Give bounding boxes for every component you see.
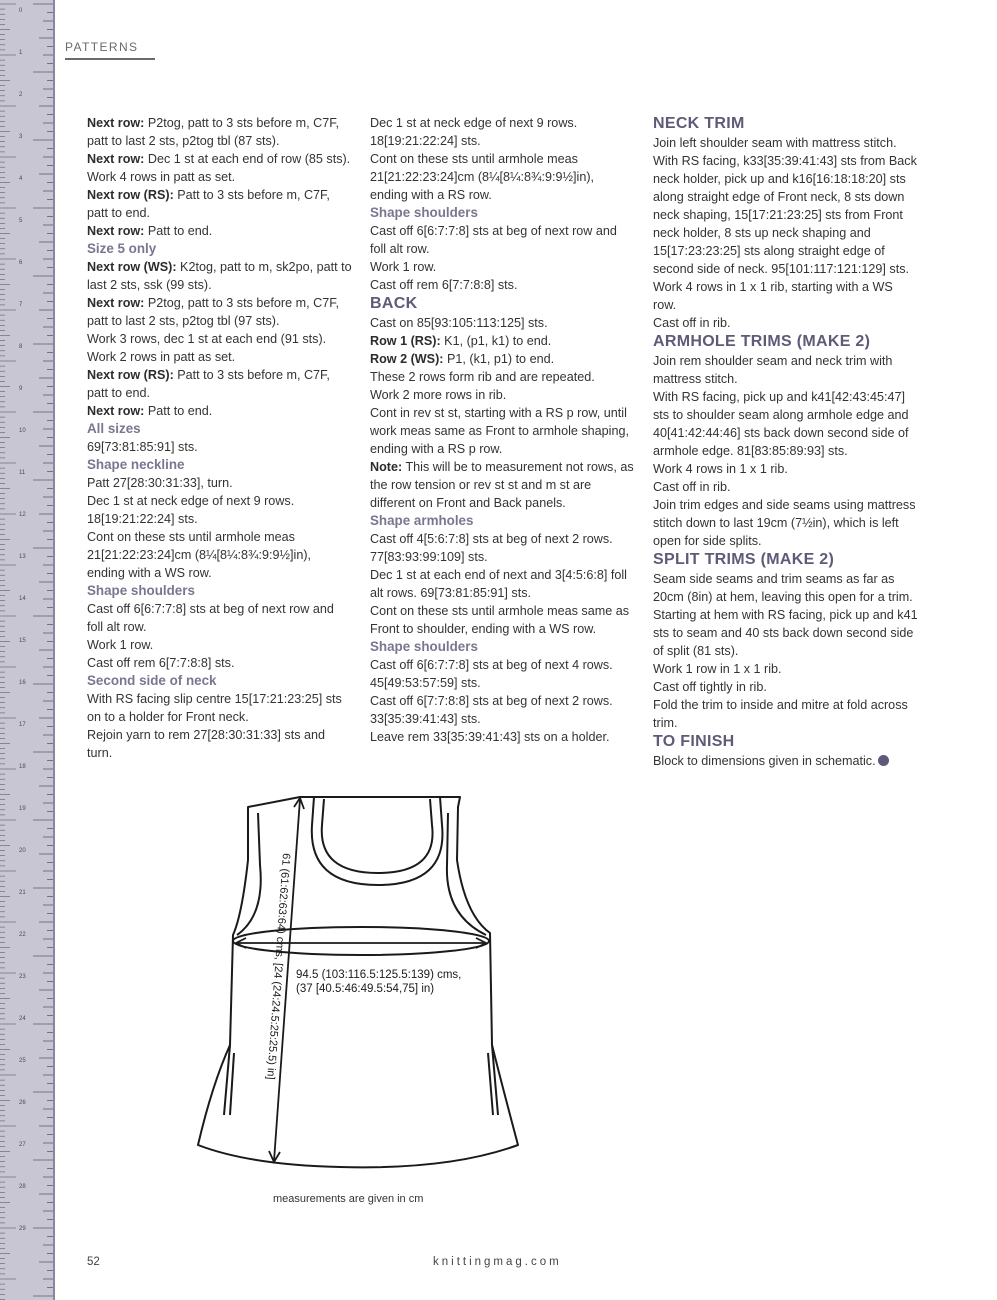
instruction-line [370, 332, 635, 350]
instruction-text: Dec 1 st at each end of next and 3[4:5:6:8] foll alt rows. 69[73:81:85:91] sts. [370, 568, 627, 600]
instruction-text: P1, (k1, p1) to end. [443, 352, 555, 366]
instruction-line [653, 678, 918, 696]
ruler-label: 18 [19, 764, 26, 770]
row-label: Row 2 (WS): [370, 352, 444, 366]
subheading: Shape armholes [370, 513, 474, 528]
instruction-line [87, 258, 352, 294]
instruction-line [87, 186, 352, 222]
subheading: Shape neckline [87, 457, 185, 472]
ruler-scale [0, 0, 53, 1300]
instruction-text: Work 1 row in 1 x 1 rib. [653, 662, 782, 676]
instruction-line [370, 314, 635, 332]
ruler-label: 9 [19, 386, 23, 392]
instruction-text: Block to dimensions given in schematic. [653, 754, 876, 768]
ruler-label: 21 [19, 890, 26, 896]
ruler-label: 26 [19, 1100, 26, 1106]
section-heading: ARMHOLE TRIMS (MAKE 2) [653, 333, 871, 350]
ruler-label: 4 [19, 176, 23, 182]
instruction-line [87, 474, 352, 492]
ruler-label: 16 [19, 680, 26, 686]
row-label: Next row: [87, 296, 145, 310]
instruction-line [370, 566, 635, 602]
instruction-line [653, 606, 918, 660]
ruler-label: 28 [19, 1184, 26, 1190]
instruction-line [653, 134, 918, 152]
garment-schematic [190, 785, 530, 1185]
instruction-text: Patt to end. [144, 224, 213, 238]
instruction-line [87, 150, 352, 168]
instruction-text: Cast off 6[6:7:7:8] sts at beg of next row and foll alt row. [87, 602, 334, 634]
instruction-text: Cast off in rib. [653, 316, 731, 330]
ruler-label: 29 [19, 1226, 26, 1232]
instruction-text: Cast off 6[7:7:8:8] sts at beg of next 2 rows. 33[35:39:41:43] sts. [370, 694, 613, 726]
ruler-label: 8 [19, 344, 23, 350]
instruction-text: Cast off tightly in rib. [653, 680, 767, 694]
instruction-text: Work 1 row. [87, 638, 154, 652]
instruction-text: Dec 1 st at each end of row (85 sts). [144, 152, 351, 166]
ruler-label: 14 [19, 596, 26, 602]
instruction-line [87, 492, 352, 528]
instruction-text: Rejoin yarn to rem 27[28:30:31:33] sts and turn. [87, 728, 326, 760]
instruction-text: Work 2 rows in patt as set. [87, 350, 236, 364]
column-2 [370, 114, 635, 746]
instruction-text: Patt to 3 sts before m, C7F, patt to end. [87, 368, 330, 400]
instruction-text: Starting at hem with RS facing, pick up and k41 sts to seam and 40 sts back down second side of split (81 sts). [653, 608, 918, 658]
ruler-label: 17 [19, 722, 26, 728]
section-heading: BACK [370, 295, 418, 312]
instruction-text: Cast off 4[5:6:7:8] sts at beg of next 2 rows. 77[83:93:99:109] sts. [370, 532, 613, 564]
ruler-label: 0 [19, 8, 23, 14]
subheading: Shape shoulders [370, 639, 478, 654]
instruction-line [653, 752, 918, 770]
schematic-caption: measurements are given in cm [273, 1193, 424, 1205]
instruction-line [653, 352, 918, 388]
instruction-text: With RS facing, pick up and k41[42:43:45:47] sts to shoulder seam along armhole edge and 40[41:42:44:46] sts back down second side of armhole edge. 81[83:85:89:93] sts. [653, 390, 909, 458]
ruler-label: 24 [19, 1016, 26, 1022]
instruction-line [370, 114, 635, 150]
instruction-text: With RS facing, k33[35:39:41:43] sts from Back neck holder, pick up and k16[16:18:18:20] sts along straight edge of Front neck, 8 sts down neck shaping, 15[17:21:23:25] sts from Front neck holder, 8 sts up neck shaping and 15[17:23:23:25] sts along straight edge of second side of neck. 95[101:117:121:129] sts. [653, 154, 917, 276]
instruction-text: P2tog, patt to 3 sts before m, C7F, patt to last 2 sts, p2tog tbl (87 sts). [87, 116, 339, 148]
instruction-text: Work 1 row. [370, 260, 437, 274]
ruler-label: 2 [19, 92, 23, 98]
instruction-line [87, 600, 352, 636]
ruler-label: 27 [19, 1142, 26, 1148]
column-1 [87, 114, 352, 762]
instruction-line [653, 388, 918, 460]
instruction-text: Cast off 6[6:7:7:8] sts at beg of next 4 rows. 45[49:53:57:59] sts. [370, 658, 613, 690]
instruction-line [653, 460, 918, 478]
subheading: All sizes [87, 421, 141, 436]
ruler-label: 10 [19, 428, 26, 434]
instruction-text: Cast off 6[6:7:7:8] sts at beg of next row and foll alt row. [370, 224, 617, 256]
instruction-line [87, 366, 352, 402]
instruction-text: K2tog, patt to m, sk2po, patt to last 2 sts, ssk (99 sts). [87, 260, 352, 292]
instruction-line [87, 114, 352, 150]
section-heading: SPLIT TRIMS (MAKE 2) [653, 551, 835, 568]
instruction-line [653, 278, 918, 314]
instruction-line [370, 368, 635, 386]
instruction-line [87, 222, 352, 240]
instruction-line [87, 636, 352, 654]
instruction-text: These 2 rows form rib and are repeated. [370, 370, 595, 384]
width-label-1: 94.5 (103:116.5:125.5:139) cms, [296, 969, 462, 981]
instruction-line [87, 348, 352, 366]
instruction-line [370, 386, 635, 404]
section-header: PATTERNS [65, 40, 155, 60]
instruction-line [370, 404, 635, 458]
column-3 [653, 114, 918, 770]
row-label: Next row: [87, 152, 145, 166]
instruction-line [87, 654, 352, 672]
instruction-text: P2tog, patt to 3 sts before m, C7F, patt to last 2 sts, p2tog tbl (97 sts). [87, 296, 339, 328]
row-label: Next row (RS): [87, 368, 174, 382]
ruler-label: 3 [19, 134, 23, 140]
instruction-text: Cast on 85[93:105:113:125] sts. [370, 316, 548, 330]
instruction-text: Leave rem 33[35:39:41:43] sts on a holder. [370, 730, 610, 744]
row-label: Note: [370, 460, 403, 474]
length-label: 61 (61:62:63:64) cms, [24 (24:24.5:25:25.5) in] [264, 852, 292, 1080]
instruction-line [370, 656, 635, 692]
instruction-line [653, 660, 918, 678]
subheading: Shape shoulders [370, 205, 478, 220]
width-label-2: (37 [40.5:46:49.5:54,75] in) [296, 983, 435, 995]
instruction-text: This will be to measurement not rows, as the row tension or rev st st and m st are different on Front and Back panels. [370, 460, 634, 510]
row-label: Next row (RS): [87, 188, 174, 202]
ruler-label: 1 [19, 50, 23, 56]
instruction-line [370, 350, 635, 368]
instruction-line [653, 478, 918, 496]
row-label: Next row: [87, 116, 145, 130]
instruction-line [370, 258, 635, 276]
instruction-text: Cont on these sts until armhole meas 21[21:22:23:24]cm (8¼[8¼:8¾:9:9½]in), ending with a RS row. [370, 152, 595, 202]
instruction-text: Work 2 more rows in rib. [370, 388, 507, 402]
ruler-label: 5 [19, 218, 23, 224]
instruction-text: 69[73:81:85:91] sts. [87, 440, 198, 454]
instruction-text: Work 4 rows in 1 x 1 rib, starting with a WS row. [653, 280, 893, 312]
page-number: 52 [87, 1256, 100, 1268]
subheading: Second side of neck [87, 673, 217, 688]
instruction-line [370, 458, 635, 512]
subheading: Shape shoulders [87, 583, 195, 598]
instruction-text: Patt to end. [144, 404, 213, 418]
instruction-text: With RS facing slip centre 15[17:21:23:25] sts on to a holder for Front neck. [87, 692, 342, 724]
footer-site: knittingmag.com [433, 1256, 562, 1268]
ruler [0, 0, 55, 1300]
instruction-line [370, 602, 635, 638]
instruction-text: Join left shoulder seam with mattress stitch. [653, 136, 897, 150]
instruction-line [87, 168, 352, 186]
ruler-label: 12 [19, 512, 26, 518]
instruction-text: Join trim edges and side seams using mattress stitch down to last 19cm (7½in), which is left open for side splits. [653, 498, 916, 548]
ruler-label: 23 [19, 974, 26, 980]
instruction-text: Dec 1 st at neck edge of next 9 rows. 18[19:21:22:24] sts. [370, 116, 578, 148]
instruction-text: Patt 27[28:30:31:33], turn. [87, 476, 233, 490]
instruction-line [653, 152, 918, 278]
instruction-text: Join rem shoulder seam and neck trim with mattress stitch. [653, 354, 893, 386]
neck-trim [312, 797, 443, 885]
instruction-line [370, 728, 635, 746]
instruction-line [653, 496, 918, 550]
instruction-text: Dec 1 st at neck edge of next 9 rows. 18[19:21:22:24] sts. [87, 494, 295, 526]
instruction-line [87, 294, 352, 330]
subheading: Size 5 only [87, 241, 157, 256]
instruction-line [87, 528, 352, 582]
instruction-text: Cast off rem 6[7:7:8:8] sts. [370, 278, 518, 292]
instruction-line [653, 314, 918, 332]
end-mark-icon [878, 755, 889, 766]
row-label: Next row: [87, 224, 145, 238]
row-label: Row 1 (RS): [370, 334, 441, 348]
instruction-line [370, 222, 635, 258]
row-label: Next row (WS): [87, 260, 177, 274]
instruction-text: Patt to 3 sts before m, C7F, patt to end. [87, 188, 330, 220]
instruction-text: Work 3 rows, dec 1 st at each end (91 sts). [87, 332, 327, 346]
instruction-line [370, 530, 635, 566]
ruler-label: 6 [19, 260, 23, 266]
instruction-text: K1, (p1, k1) to end. [440, 334, 552, 348]
instruction-line [87, 690, 352, 726]
instruction-line [87, 330, 352, 348]
ruler-label: 7 [19, 302, 23, 308]
instruction-text: Cast off rem 6[7:7:8:8] sts. [87, 656, 235, 670]
ruler-label: 25 [19, 1058, 26, 1064]
ruler-label: 19 [19, 806, 26, 812]
ruler-label: 13 [19, 554, 26, 560]
instruction-text: Work 4 rows in 1 x 1 rib. [653, 462, 788, 476]
ruler-label: 20 [19, 848, 26, 854]
section-heading: TO FINISH [653, 733, 735, 750]
ruler-label: 15 [19, 638, 26, 644]
ruler-label: 22 [19, 932, 26, 938]
instruction-text: Cast off in rib. [653, 480, 731, 494]
section-heading: NECK TRIM [653, 115, 745, 132]
instruction-line [87, 402, 352, 420]
instruction-line [653, 696, 918, 732]
instruction-line [370, 692, 635, 728]
instruction-text: Seam side seams and trim seams as far as 20cm (8in) at hem, leaving this open for a trim. [653, 572, 913, 604]
ruler-label: 11 [19, 470, 26, 476]
instruction-line [87, 438, 352, 456]
instruction-line [370, 276, 635, 294]
instruction-line [653, 570, 918, 606]
instruction-text: Cont in rev st st, starting with a RS p row, until work meas same as Front to armhole shaping, ending with a RS p row. [370, 406, 629, 456]
instruction-line [87, 726, 352, 762]
instruction-text: Cont on these sts until armhole meas 21[21:22:23:24]cm (8¼[8¼:8¾:9:9½]in), ending with a WS row. [87, 530, 312, 580]
instruction-text: Cont on these sts until armhole meas same as Front to shoulder, ending with a WS row. [370, 604, 629, 636]
row-label: Next row: [87, 404, 145, 418]
instruction-text: Fold the trim to inside and mitre at fold across trim. [653, 698, 908, 730]
instruction-text: Work 4 rows in patt as set. [87, 170, 236, 184]
instruction-line [370, 150, 635, 204]
